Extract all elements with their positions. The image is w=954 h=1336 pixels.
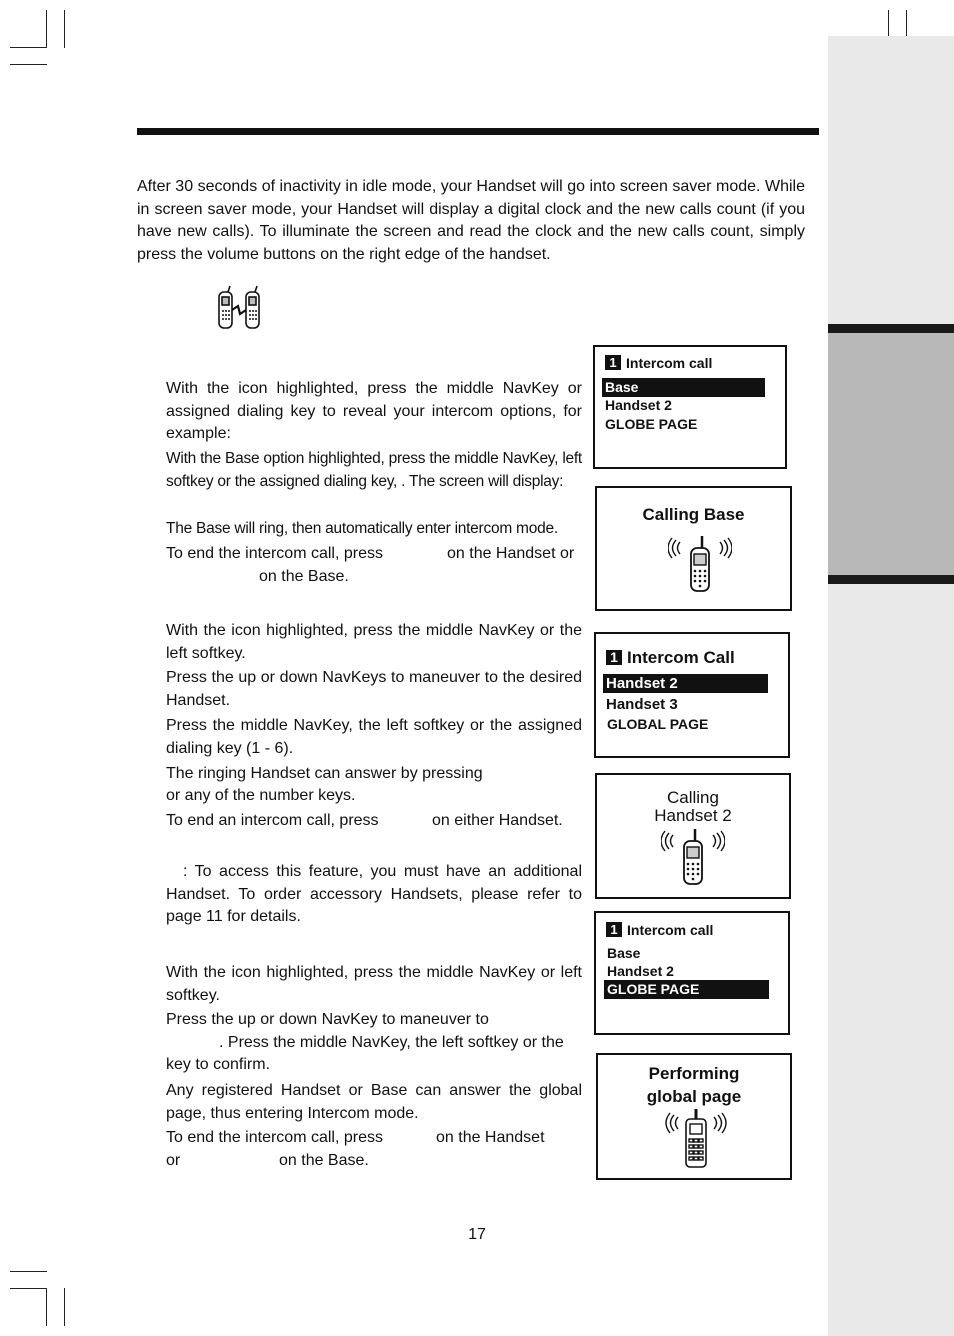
crop-mark [64, 10, 65, 48]
lcd-screen-performing-global-page [596, 1053, 792, 1180]
section1-step4-part-c: on the Base. [259, 568, 349, 585]
screen-title [605, 355, 712, 371]
section1-step3: The Base will ring, then automatically enter intercom mode. [166, 520, 558, 537]
crop-mark [10, 47, 47, 48]
menu-number-badge: 1 [606, 922, 622, 937]
menu-option-global-page: GLOBAL PAGE [607, 716, 709, 732]
section1-step4 [166, 543, 582, 589]
screen-title [606, 922, 713, 938]
chapter-tab-bottom-bar [828, 575, 954, 584]
section3-step4-part-d: on the Base. [279, 1152, 369, 1169]
screen-title-text: Intercom call [626, 355, 713, 371]
header-rule [137, 128, 819, 135]
calling-text: Calling [667, 788, 719, 807]
section2-step2: Press the up or down NavKeys to maneuver to the desired Handset. [166, 669, 582, 709]
section1-step4-part-a: To end the intercom call, press [166, 545, 383, 562]
menu-option-handset-3: Handset 3 [606, 696, 678, 713]
section3-step3: Any registered Handset or Base can answer the global page, thus entering Intercom mode. [166, 1082, 582, 1122]
page-number: 17 [468, 1226, 486, 1243]
section2-step1: With the icon highlighted, press the middle NavKey or the left softkey. [166, 622, 582, 662]
crop-mark [10, 1271, 47, 1272]
section3-step4-part-a: To end the intercom call, press [166, 1129, 383, 1146]
intercom-handsets-icon [214, 284, 264, 332]
calling-target-text: Handset 2 [654, 806, 732, 825]
global-page-text: global page [646, 1087, 742, 1106]
crop-mark [46, 1288, 47, 1326]
paging-handset-icon [664, 1107, 728, 1169]
section1-step4-part-b: on the Handset or [447, 545, 575, 562]
page-sidebar [828, 36, 954, 1336]
section1-step1: With the icon highlighted, press the middle NavKey or assigned dialing key to reveal your intercom options, for example: [166, 380, 582, 442]
lcd-screen-intercom-call-handsets [594, 632, 790, 758]
section2-step4 [166, 763, 582, 809]
lcd-screen-intercom-menu-global [594, 911, 790, 1035]
performing-text: Performing [648, 1064, 740, 1083]
lcd-screen-calling-handset-2 [595, 773, 791, 899]
lcd-screen-intercom-menu [593, 345, 787, 469]
crop-mark [46, 10, 47, 48]
crop-mark [10, 64, 47, 65]
ringing-handset-icon [661, 827, 725, 887]
section2-step4-part-b: or any of the number keys. [166, 787, 356, 804]
screen-title-text: Intercom call [627, 922, 714, 938]
menu-option-handset-2: Handset 2 [607, 963, 674, 979]
menu-option-base: Base [602, 378, 765, 397]
crop-mark [10, 1288, 47, 1289]
section1-step2: With the Base option highlighted, press the middle NavKey, left softkey or the assigned dialing key, . The screen will display: [166, 450, 582, 490]
lcd-screen-calling-base [595, 486, 792, 611]
section2-step5-part-b: on either Handset. [432, 812, 563, 829]
screen-title [606, 648, 735, 668]
calling-base-text: Calling Base [642, 505, 745, 524]
menu-option-handset-2: Handset 2 [605, 397, 672, 413]
section2-note: : To access this feature, you must have an additional Handset. To order accessory Handsets, please refer to page 11 for details. [166, 863, 582, 925]
section3-step4-part-c: or [166, 1152, 181, 1169]
crop-mark [64, 1288, 65, 1326]
menu-option-handset-2: Handset 2 [603, 674, 768, 693]
section2-step5 [166, 810, 582, 833]
menu-option-globe-page: GLOBE PAGE [605, 416, 698, 432]
chapter-tab-top-bar [828, 324, 954, 333]
menu-option-globe-page: GLOBE PAGE [604, 980, 769, 999]
section3-step1: With the icon highlighted, press the middle NavKey or left softkey. [166, 964, 582, 1004]
menu-number-badge: 1 [605, 355, 621, 370]
section3-step2 [166, 1009, 582, 1077]
section3-step4-part-b: on the Handset [436, 1129, 545, 1146]
chapter-tab [828, 324, 954, 584]
section2-step4-part-a: The ringing Handset can answer by pressing [166, 765, 483, 782]
intro-paragraph: After 30 seconds of inactivity in idle mode, your Handset will go into screen saver mode. While in screen saver mode, your Handset will display a digital clock and the new calls count (if you have new calls). To illuminate the screen and read the clock and the new calls count, simply press the volume buttons on the right edge of the handset. [137, 178, 805, 263]
section3-step2-part-b: . Press the middle NavKey, the left softkey or the [219, 1034, 564, 1051]
section2-step3: Press the middle NavKey, the left softkey or the assigned dialing key (1 - 6). [166, 717, 582, 757]
section3-step2-part-a: Press the up or down NavKey to maneuver to [166, 1011, 489, 1028]
section2-step5-part-a: To end an intercom call, press [166, 812, 379, 829]
menu-number-badge: 1 [606, 650, 622, 665]
ringing-handset-icon [668, 534, 732, 594]
menu-option-base: Base [607, 945, 641, 961]
section3-step2-part-c: key to confirm. [166, 1056, 271, 1073]
screen-title-text: Intercom Call [627, 648, 735, 667]
section3-step4 [166, 1127, 582, 1173]
